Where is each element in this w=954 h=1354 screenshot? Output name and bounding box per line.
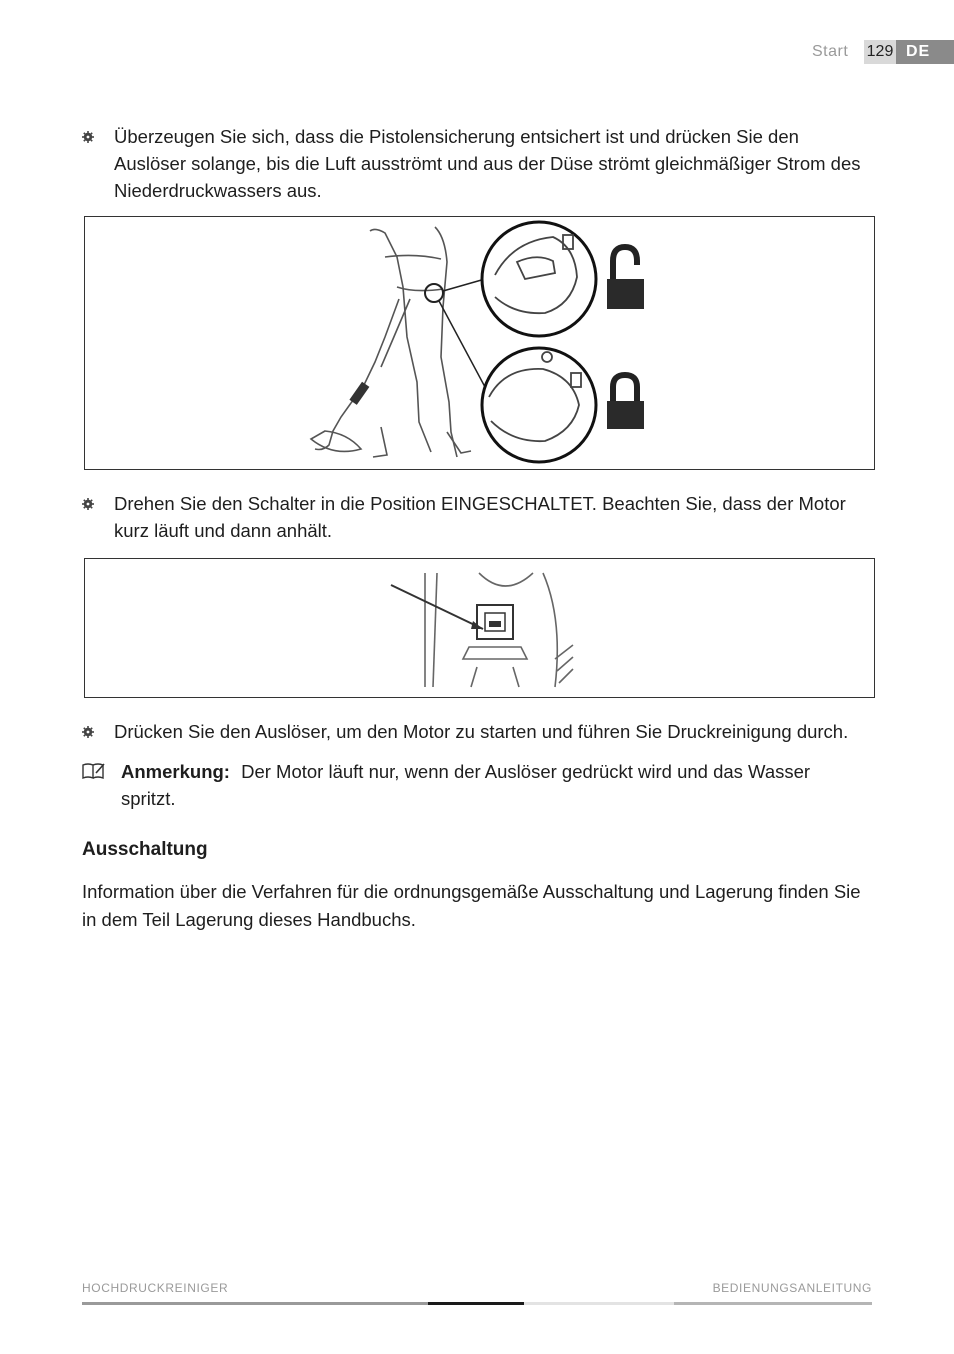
safety-lock-illustration — [85, 217, 874, 469]
instruction-step-2 — [82, 490, 862, 544]
footer-rule-segment — [82, 1302, 428, 1305]
bullet-gear-icon — [82, 726, 94, 738]
bullet-gear-icon — [82, 131, 94, 143]
note-box — [82, 758, 862, 812]
note-text: Der Motor läuft nur, wenn der Auslöser gedrückt wird und das Wasser spritzt. — [121, 761, 811, 809]
instruction-step-3-text: Drücken Sie den Auslöser, um den Motor zu starten und führen Sie Druckreinigung durch. — [114, 721, 849, 742]
bullet-gear-icon — [82, 498, 94, 510]
language-badge: DE — [896, 40, 954, 64]
note-book-icon — [82, 762, 106, 780]
note-label: Anmerkung: — [121, 761, 230, 782]
footer-rule-segment — [428, 1302, 524, 1305]
power-switch-illustration — [85, 559, 874, 697]
page-number: 129 — [864, 40, 896, 64]
figure-safety-lock — [84, 216, 875, 470]
footer-product-name: HOCHDRUCKREINIGER — [82, 1281, 229, 1295]
instruction-step-3 — [82, 718, 862, 745]
instruction-step-2-text: Drehen Sie den Schalter in die Position EINGESCHALTET. Beachten Sie, dass der Motor kurz läuft und dann anhält. — [114, 493, 846, 541]
footer-document-type: BEDIENUNGSANLEITUNG — [712, 1281, 872, 1295]
section-heading: Ausschaltung — [82, 839, 208, 860]
footer-rule-segment — [674, 1302, 872, 1305]
instruction-step-1-text: Überzeugen Sie sich, dass die Pistolensicherung entsichert ist und drücken Sie den Auslöser solange, bis die Luft ausströmt und aus der Düse strömt gleichmäßiger Strom des Niederdruckwassers aus. — [114, 126, 861, 201]
header-start-link[interactable]: Start — [812, 43, 849, 60]
figure-power-switch — [84, 558, 875, 698]
unlocked-padlock-icon — [607, 247, 644, 309]
locked-padlock-icon — [607, 375, 644, 429]
section-paragraph: Information über die Verfahren für die ordnungsgemäße Ausschaltung und Lagerung finden Sie in dem Teil Lagerung dieses Handbuchs. — [82, 881, 861, 930]
instruction-step-1 — [82, 123, 862, 204]
footer-rule-segment — [524, 1302, 674, 1305]
